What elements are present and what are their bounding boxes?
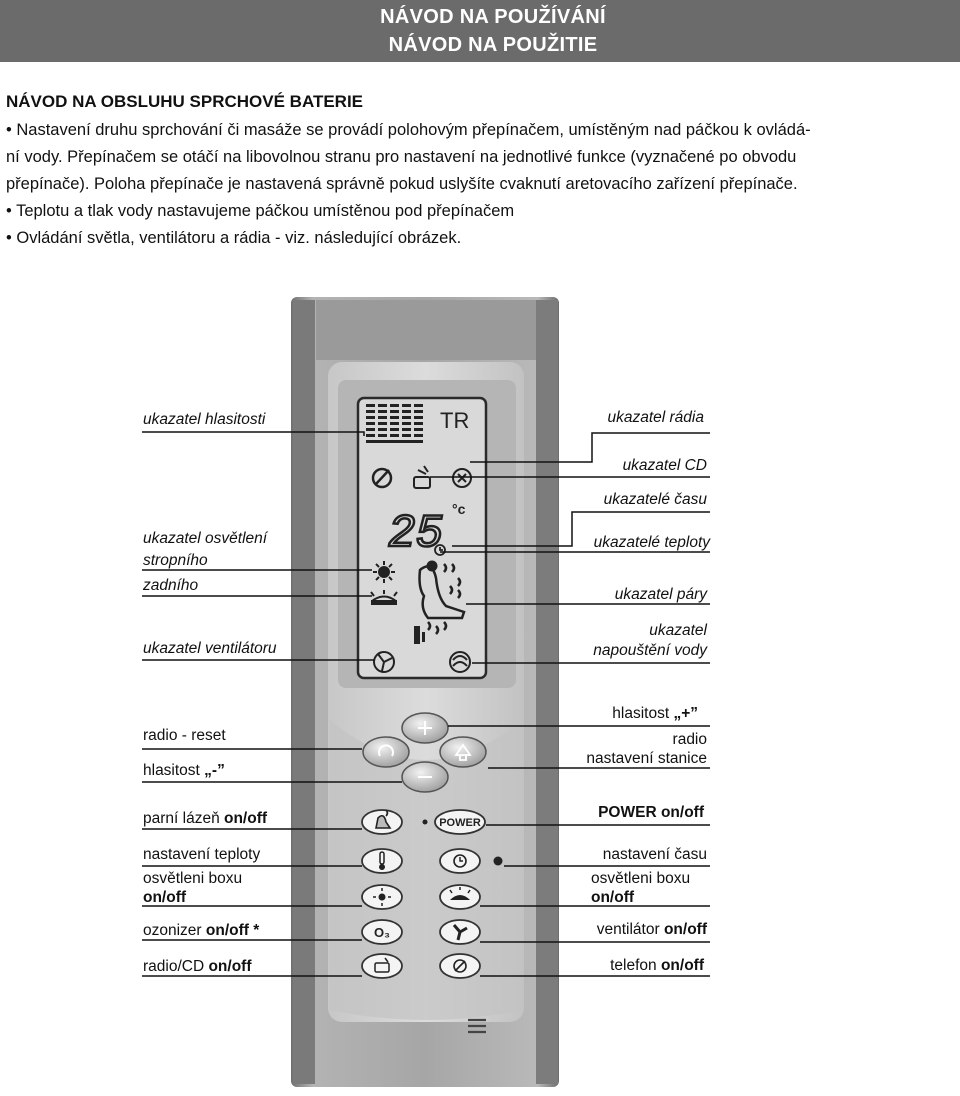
- label-bold: on/off: [224, 810, 268, 827]
- label-temperature-setting: nastavení teploty: [143, 846, 261, 863]
- ozonizer-button-label: O₃: [373, 925, 391, 940]
- volume-minus-button: [402, 762, 448, 792]
- indicator-dot: [494, 857, 503, 866]
- power-button: [435, 810, 485, 834]
- ceiling-light-button: [362, 885, 402, 909]
- lcd-tr-text: TR: [440, 408, 470, 433]
- label-radio: radio: [672, 731, 707, 748]
- label-text: ozonizer: [143, 922, 206, 939]
- label-steam-bath: [143, 810, 267, 828]
- label-rear: zadního: [143, 577, 199, 594]
- label-text: parní lázeň: [143, 810, 224, 827]
- label-bold: on/off: [663, 921, 707, 938]
- label-steam-indicator: ukazatel páry: [614, 586, 707, 603]
- label-fan-indicator: ukazatel ventilátoru: [143, 640, 277, 657]
- label-phone: [610, 957, 704, 975]
- radio-cd-button: [362, 954, 402, 978]
- label-text: radio/CD: [143, 958, 209, 975]
- label-time-indicators: ukazatelé času: [603, 491, 707, 508]
- instruction-line: přepínače). Poloha přepínače je nastavená správně pokud uslyšíte cvaknutí aretovacího zařízení přepínače.: [6, 175, 798, 193]
- label-water-fill-1: ukazatel: [649, 622, 707, 639]
- header-title-sk: NÁVOD NA POUŽITIE: [388, 34, 598, 56]
- instruction-line: • Ovládání světla, ventilátoru a rádia - viz. následující obrázek.: [6, 229, 462, 247]
- label-bold: on/off: [208, 958, 252, 975]
- ozonizer-button: [362, 920, 402, 944]
- label-fan: [597, 921, 707, 939]
- label-volume-minus: [143, 762, 225, 780]
- label-radio-reset: radio - reset: [143, 727, 226, 744]
- temperature-button: [362, 849, 402, 873]
- label-water-fill-2: napouštění vody: [593, 642, 707, 659]
- label-station-setting: nastavení stanice: [586, 750, 707, 767]
- label-text: ventilátor: [596, 921, 664, 938]
- steam-bath-button: [362, 810, 402, 834]
- label-radio-cd: [143, 958, 252, 976]
- remote-side-right: [536, 300, 558, 1084]
- label-text: hlasitost: [143, 762, 205, 779]
- instruction-line: • Nastavení druhu sprchování či masáže se provádí polohovým přepínačem, umístěným nad páčkou k ovládá-: [6, 121, 811, 139]
- lcd-temp-unit: °c: [452, 501, 466, 517]
- section-title: NÁVOD NA OBSLUHU SPRCHOVÉ BATERIE: [6, 92, 364, 111]
- lcd-temperature: 25: [388, 508, 444, 560]
- header-title-cz: NÁVOD NA POUŽÍVÁNÍ: [380, 6, 606, 28]
- label-box-light-right-state: on/off: [591, 889, 635, 906]
- remote-top-band: [316, 300, 536, 360]
- label-text: hlasitost: [612, 705, 674, 722]
- label-power: POWER on/off: [598, 804, 704, 821]
- radio-reset-button: [363, 737, 409, 767]
- instruction-line: • Teplotu a tlak vody nastavujeme páčkou umístěnou pod přepínačem: [6, 202, 515, 220]
- label-text: telefon: [610, 957, 661, 974]
- label-volume-plus: [612, 705, 698, 723]
- fan-button: [440, 920, 480, 944]
- label-temperature-indicators: ukazatelé teploty: [593, 534, 710, 551]
- label-bold: „+”: [673, 705, 698, 722]
- label-box-light-right: osvětleni boxu: [591, 870, 691, 887]
- ceiling-light-display-icon: [373, 561, 395, 583]
- label-bold: on/off *: [205, 922, 260, 939]
- volume-plus-button: [402, 713, 448, 743]
- time-button: [440, 849, 480, 873]
- label-radio-indicator: ukazatel rádia: [607, 409, 704, 426]
- label-cd-indicator: ukazatel CD: [622, 457, 707, 474]
- label-box-light-left-state: on/off: [143, 889, 187, 906]
- label-box-light-left: osvětleni boxu: [143, 870, 243, 887]
- instruction-line: ní vody. Přepínačem se otáčí na libovolnou stranu pro nastavení na jednotlivé funkce (vyznačené po obvodu: [6, 148, 797, 166]
- label-time-setting: nastavení času: [602, 846, 707, 863]
- remote-side-left: [293, 300, 315, 1084]
- phone-button: [440, 954, 480, 978]
- power-button-label: POWER: [439, 817, 481, 829]
- label-ceiling: stropního: [143, 552, 208, 569]
- radio-tune-button: [440, 737, 486, 767]
- label-bold: on/off: [660, 957, 704, 974]
- label-volume-indicator: ukazatel hlasitosti: [143, 411, 266, 428]
- label-bold: „-”: [204, 762, 225, 779]
- indicator-dot: [423, 820, 428, 825]
- label-ozonizer: [143, 922, 259, 940]
- label-lighting-indicator: ukazatel osvětlení: [143, 530, 268, 547]
- rear-light-button: [440, 885, 480, 909]
